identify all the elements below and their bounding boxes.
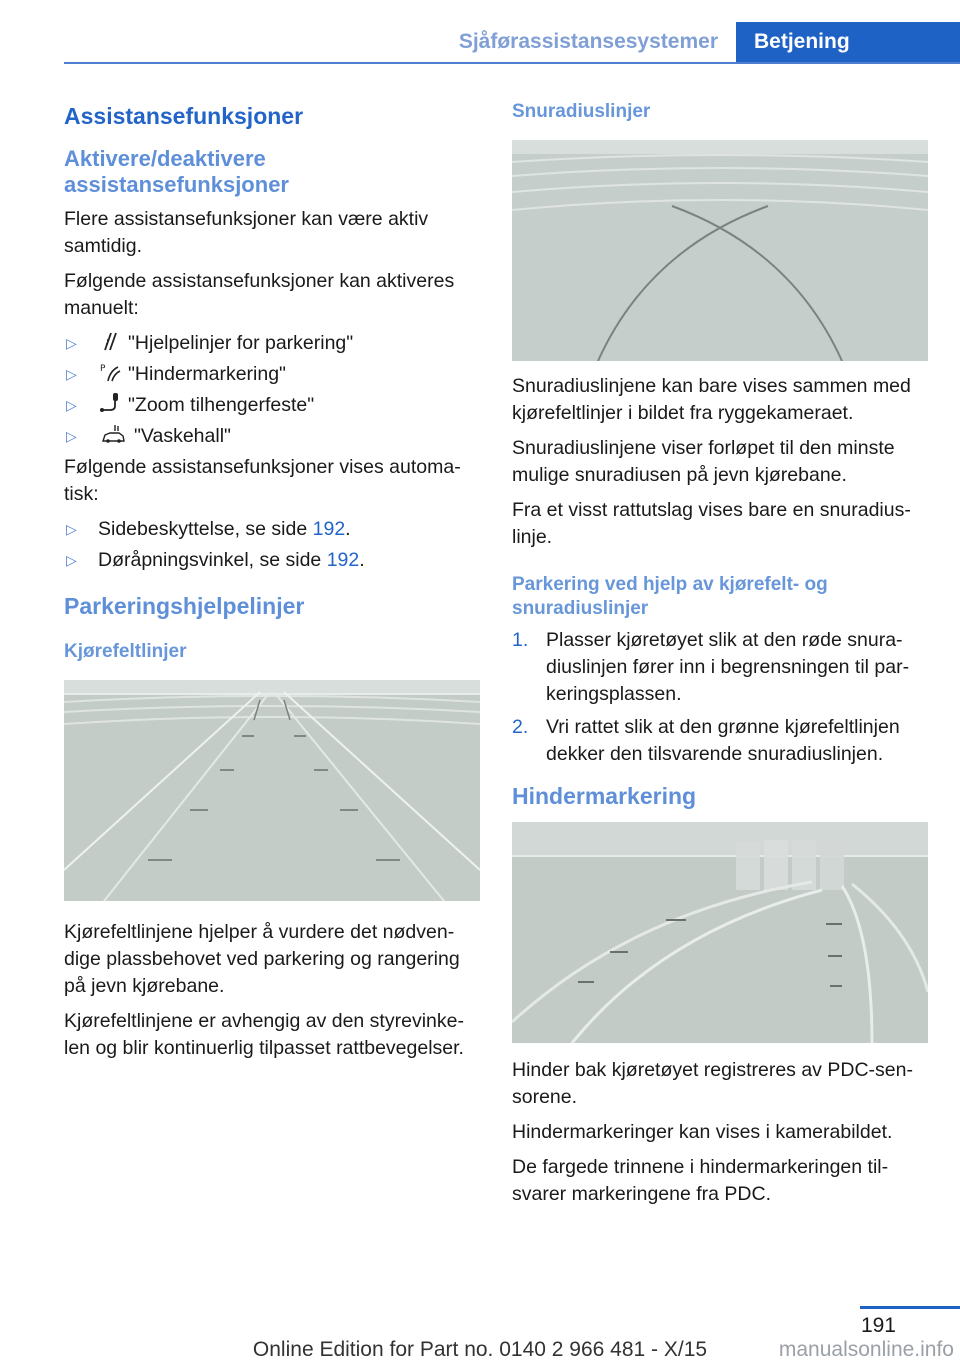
svg-text:P: P [100, 364, 106, 374]
list-item [64, 392, 482, 419]
manual-item-label: "Zoom tilhengerfeste" [128, 394, 315, 416]
manual-item-label: "Hjelpelinjer for parkering" [128, 332, 354, 354]
page-reference-link[interactable]: 192 [312, 518, 346, 540]
step-number: 2. [512, 716, 529, 738]
list-item [512, 714, 928, 768]
heading-lane-lines: Kjørefeltlinjer [64, 641, 187, 662]
paragraph-turn-minimum: Snuradiuslinjene viser forløpet til den minste mulige snuradiusen på jevn kjørebane. [512, 437, 895, 486]
list-item: ▷ Sidebeskyttelse, se side 192. [64, 516, 482, 543]
header-rule [64, 62, 960, 64]
parking-lines-icon [98, 330, 122, 352]
page-reference-link[interactable]: 192 [326, 549, 360, 571]
paragraph-lane-lines-purpose: Kjørefeltlinjene hjelper å vurdere det nødven-dige plassbehovet ved parkering og rangering på jevn kjørebane. [64, 921, 460, 997]
auto-functions-list [64, 516, 482, 574]
triangle-bullet-icon: ▷ [66, 335, 77, 351]
lane-lines-figure [64, 680, 480, 901]
list-item [512, 627, 928, 708]
manual-item-label: "Hindermarkering" [128, 363, 286, 385]
car-wash-icon [98, 423, 128, 445]
paragraph-auto-intro: Følgende assistansefunksjoner vises automa-tisk: [64, 456, 461, 505]
paragraph-obstacle-pdc: Hinder bak kjøretøyet registreres av PDC-sen-sorene. [512, 1059, 913, 1108]
right-column [512, 100, 928, 1216]
triangle-bullet-icon: ▷ [66, 428, 77, 444]
paragraph-turn-with-lanes: Snuradiuslinjene kan bare vises sammen med kjørefeltlinjer i bildet fra ryggekameraet. [512, 375, 911, 424]
turning-radius-figure [512, 140, 928, 361]
paragraph-obstacle-camera: Hindermarkeringer kan vises i kamerabildet. [512, 1121, 893, 1143]
left-column [64, 100, 482, 1070]
step-number: 1. [512, 629, 529, 651]
paragraph-lane-lines-steering: Kjørefeltlinjene er avhengig av den styrevinke-len og blir kontinuerlig tilpasset rattbevegelser. [64, 1010, 464, 1059]
page-number: 191 [860, 1314, 896, 1337]
list-item [64, 423, 482, 450]
list-item [64, 361, 482, 388]
header-tab-active: Betjening [736, 22, 960, 62]
obstacle-marking-icon [98, 361, 122, 383]
paragraph-multiple-active: Flere assistansefunksjoner kan være aktiv samtidig. [64, 208, 429, 257]
paragraph-obstacle-colors: De fargede trinnene i hindermarkeringen til-svarer markeringene fra PDC. [512, 1156, 889, 1205]
header-section-title: Sjåførassistansesystemer [458, 30, 718, 53]
watermark-text: manualsonline.info [778, 1338, 954, 1361]
list-item: ▷ Døråpningsvinkel, se side 192. [64, 547, 482, 574]
step-text: Plasser kjøretøyet slik at den røde snura-diuslinjen fører inn i begrensningen til par-keringsplassen. [546, 629, 910, 705]
obstacle-marking-figure [512, 822, 928, 1043]
triangle-bullet-icon: ▷ [66, 366, 77, 382]
parking-steps-list [512, 627, 928, 768]
footer-edition: Online Edition for Part no. 0140 2 966 481 - X/15 [252, 1338, 708, 1361]
triangle-bullet-icon: ▷ [66, 397, 77, 413]
heading-assistance-functions: Assistansefunksjoner [64, 103, 304, 129]
heading-turning-radius-lines: Snuradiuslinjer [512, 101, 651, 122]
step-text: Vri rattet slik at den grønne kjørefeltlinjen dekker den tilsvarende snuradiuslinjen. [546, 716, 900, 765]
trailer-hitch-icon [98, 392, 122, 414]
heading-obstacle-marking: Hindermarkering [512, 783, 697, 809]
heading-parking-guidelines: Parkeringshjelpelinjer [64, 593, 305, 619]
triangle-bullet-icon: ▷ [66, 521, 77, 537]
auto-item-label: Døråpningsvinkel, se side [98, 549, 327, 571]
manual-item-label: "Vaskehall" [134, 425, 231, 447]
heading-parking-with-lines: Parkering ved hjelp av kjørefelt- og snuradiuslinjer [512, 574, 828, 619]
heading-activate-deactivate: Aktivere/deaktivere assistansefunksjoner [64, 146, 289, 197]
paragraph-turn-single: Fra et visst rattutslag vises bare en snuradius-linje. [512, 499, 911, 548]
triangle-bullet-icon: ▷ [66, 552, 77, 568]
page-number-rule [860, 1306, 960, 1309]
paragraph-manual-intro: Følgende assistansefunksjoner kan aktiveres manuelt: [64, 270, 455, 319]
header-tabs [441, 22, 960, 62]
auto-item-label: Sidebeskyttelse, se side [98, 518, 313, 540]
manual-functions-list [64, 330, 482, 450]
list-item [64, 330, 482, 357]
